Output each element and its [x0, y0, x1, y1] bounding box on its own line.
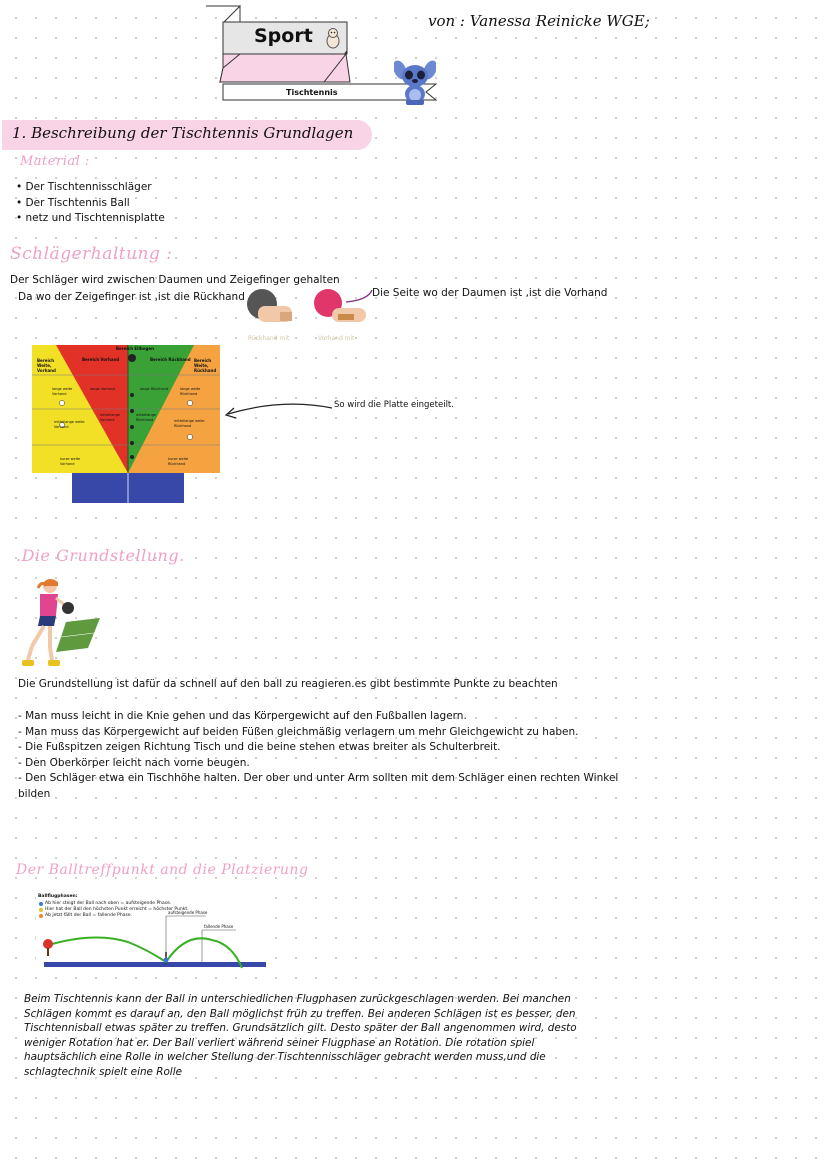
grip-arrow-icon — [338, 288, 374, 312]
table-zones-diagram — [32, 345, 222, 505]
list-item: - Man muss leicht in die Knie gehen und das Körpergewicht auf den Fußballen lagern. — [18, 710, 467, 722]
paragraph-line: Beim Tischtennis kann der Ball in unterschiedlichen Flugphasen zurückgeschlagen werden. Bei manchen — [24, 993, 571, 1005]
paragraph-line: hauptsächlich eine Rolle in welcher Stellung der Tischtennisschläger gebracht werden muss,und die — [24, 1051, 546, 1064]
diagram-arrow-icon — [222, 398, 334, 428]
grip-line-2: Da wo der Zeigefinger ist ,ist die Rückhand — [18, 291, 245, 303]
zone-label: kurze weite Rückhand — [168, 457, 189, 466]
author-line: von : Vanessa Reinicke WGE; — [428, 12, 650, 30]
stance-intro: Die Grundstellung ist dafür da schnell auf den ball zu reagieren.es gibt bestimmte Punkte zu beachten — [18, 678, 558, 690]
paragraph-line: Tischtennisball etwas später zu treffen. Grundsätzlich gilt. Desto später der Ball angenommen wird, desto — [24, 1022, 577, 1035]
zone-label: mittellange Rückhand — [136, 413, 156, 422]
page-title: Sport — [254, 25, 313, 47]
flight-label-falling: fallende Phase — [204, 924, 234, 929]
stance-heading: .Die Grundstellung. — [16, 546, 185, 565]
paragraph-line: schlagtechnik spielt eine Rolle — [24, 1065, 182, 1078]
zone-label: lange Rückhand — [140, 387, 169, 391]
list-item: - Den Oberkörper leicht nach vorne beugen. — [18, 756, 250, 769]
zone-label-center-left: Bereich Vorhand — [82, 357, 120, 362]
zone-label: mittellange weite Rückhand — [174, 419, 205, 428]
grip-line-3: Die Seite wo der Daumen ist ,ist die Vorhand — [372, 287, 608, 299]
zone-label: mittellange Vorhand — [100, 413, 120, 422]
list-item: • Der Tischtennis Ball — [16, 196, 130, 209]
list-item: - Den Schläger etwa ein Tischhöhe halten. Der ober und unter Arm sollten mit dem Schläger einen rechten Winkel — [18, 772, 619, 784]
material-list — [16, 180, 165, 227]
flight-legend-item: Ab hier steigt der Ball nach oben = aufsteigende Phase. — [45, 901, 172, 906]
grip-photo-backhand — [240, 288, 296, 338]
zone-label: kurze weite Vorhand — [60, 457, 81, 466]
list-item: - Die Fußspitzen zeigen Richtung Tisch und die beine stehen etwas breiter als Schulterbreit. — [18, 741, 501, 753]
flight-legend-title: Ballflugphasen: — [38, 894, 78, 899]
zone-label: mittellange weite Vorhand — [54, 420, 85, 429]
list-item: • netz und Tischtennisplatte — [16, 212, 165, 224]
ballpoint-heading: Der Balltreffpunkt and die Platzierung — [16, 862, 309, 878]
list-item: - Man muss das Körpergewicht auf beiden Füßen gleichmäßig verlagern um mehr Gleichgewicht zu haben. — [18, 725, 579, 738]
paragraph-line: Schlägen kommt es darauf an, den Ball möglichst früh zu treffen. Bei anderen Schlägen ist es besser, den — [24, 1007, 576, 1020]
section-heading: 1. Beschreibung der Tischtennis Grundlagen — [12, 124, 354, 142]
zone-label-center-right: Bereich Rückhand — [150, 357, 191, 362]
ballpoint-paragraph — [24, 992, 577, 1080]
material-heading: Material : — [20, 154, 90, 169]
grip-caption-forehand: Vorhand mit — [318, 335, 355, 342]
zone-label: lange weite Rückhand — [180, 387, 201, 396]
list-item: • Der Tischtennisschläger — [16, 181, 152, 193]
zone-label: lange Vorhand — [90, 387, 116, 391]
player-illustration — [20, 576, 104, 676]
zone-label: lange weite Vorhand — [52, 387, 73, 396]
flight-label-rising: aufsteigende Phase — [168, 910, 208, 915]
grip-line-1: Der Schläger wird zwischen Daumen und Zeigefinger gehalten — [10, 274, 340, 286]
zone-label-right: Bereich Weite, Rückhand — [194, 358, 217, 373]
flight-phase-diagram — [36, 892, 268, 974]
paragraph-line: weniger Rotation hat er. Der Ball verliert während seiner Flugphase an Rotation. Die rotation spiel — [24, 1036, 535, 1049]
grip-heading: Schlägerhaltung : — [10, 244, 173, 264]
zone-label-top: Bereich Ellbogen — [116, 346, 154, 351]
zone-label-left: Bereich Weite, Vorhand — [37, 358, 56, 373]
flight-legend-item: Hier hat der Ball den höchsten Punkt erreicht = höchster Punkt. — [45, 907, 189, 912]
page-subtitle: Tischtennis — [286, 88, 338, 97]
stitch-sticker-icon — [394, 56, 436, 110]
dog-doodle-icon — [322, 26, 344, 54]
stance-points — [18, 709, 618, 802]
list-item: bilden — [18, 787, 51, 800]
diagram-note: So wird die Platte eingeteilt. — [334, 400, 454, 410]
grip-caption-backhand: Rückhand mit — [248, 335, 290, 342]
flight-legend-item: Ab jetzt fällt der Ball = fallende Phase. — [45, 913, 133, 918]
